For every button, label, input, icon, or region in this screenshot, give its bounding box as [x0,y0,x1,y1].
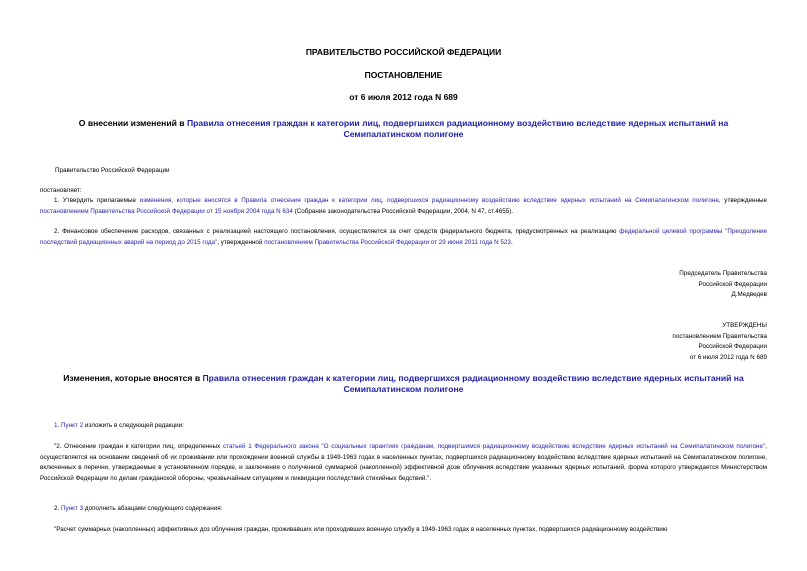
document-title [40,118,767,140]
p2-link-program[interactable]: федеральной целевой программы "Преодоление последствий радиационных аварий на период до 2015 года" [40,228,768,246]
approved-block [672,321,767,363]
government-line: Правительство Российской Федерации [55,167,170,174]
p2-text-b: , утвержденной [217,238,265,246]
approved-line-2: постановлением Правительства [672,332,767,340]
p2-text-c: . [510,238,513,246]
quote-1-text-b: , осуществляется на основании сведений об их проживании или прохождении военной службы в 1949-1963 годах в населенных пунктах, подвергшихся радиационному воздействию вследствие ядерных испытаний на Семипалатинском полигоне, включенных в перечни, утверждаемые в установленном порядке, и заключения о полученной суммарной (накопленной) эффективной дозе облучения вследствие указанных ядерных испытаний, форма которого утверждается Министерством Российской Федерации по делам гражданской обороны, чрезвычайным ситуациям и ликвидации последствий стихийных бедствий.". [40,443,767,482]
quote-1-text-a: "2. Отнесение граждан к категории лиц, определенных [54,443,224,450]
change-2-link[interactable]: Пункт 3 [61,505,84,512]
title-link-rules[interactable]: Правила отнесения граждан к категории лиц, подвергшихся радиационному воздействию вследствие ядерных испытаний на Семипалатинском полигоне [186,118,729,139]
changes-title-link[interactable]: Правила отнесения граждан к категории лиц, подвергшихся радиационному воздействию вследствие ядерных испытаний на Семипалатинском полигоне [202,373,744,394]
quote-2: "Расчет суммарных (накопленных) эффективных доз облучения граждан, проживавших или проходивших военную службу в 1949-1963 годах в населенных пунктах, подвергшихся радиационному воздействию [54,526,668,533]
quote-1 [40,442,767,484]
approved-line-3: Российской Федерации [698,343,767,350]
change-1-text: изложить в следующей редакции: [83,422,184,429]
p2-text-a: 2. Финансовое обеспечение расходов, связанных с реализацией настоящего постановления, осуществляется за счет средств федерального бюджета, предусмотренных на реализацию [54,228,620,235]
change-1 [40,421,767,432]
resolves-line: постановляет: [40,187,82,194]
paragraph-1 [40,196,767,217]
p2-link-resolution[interactable]: постановлением Правительства Российской Федерации от 29 июня 2011 года N 523 [264,238,511,246]
change-2-prefix: 2. [54,505,62,512]
signature-line-3: Д.Медведев [731,291,767,298]
approved-line-1: УТВЕРЖДЕНЫ [722,322,767,329]
change-1-link[interactable]: 1. Пункт 2 [54,422,84,429]
title-prefix: О внесении изменений в [78,118,187,128]
p1-link-changes[interactable]: изменения, которые вносятся в Правила отнесения граждан к категории лиц, подвергшихся радиационному воздействию вследствие ядерных испытаний на Семипалатинском полигоне [139,197,719,204]
doc-type-heading: ПОСТАНОВЛЕНИЕ [364,70,443,80]
signature-line-1: Председатель Правительства [679,270,767,277]
p1-text-c: (Собрание законодательства Российской Федерации, 2004, N 47, ст.4655). [292,207,514,215]
signature-line-2: Российской Федерации [698,280,767,288]
p1-link-resolution[interactable]: постановлением Правительства Российской Федерации от 15 ноября 2004 года N 634 [40,207,293,215]
changes-title-prefix: Изменения, которые вносятся в [63,373,203,383]
p1-text-a: 1. Утвердить прилагаемые [54,197,140,204]
change-2 [40,504,767,515]
signature-block [679,269,767,301]
government-heading: ПРАВИТЕЛЬСТВО РОССИЙСКОЙ ФЕДЕРАЦИИ [305,47,502,57]
quote-1-link-law[interactable]: статьей 1 Федерального закона "О социальных гарантиях гражданам, подвергшимся радиационному воздействию вследствие ядерных испытаний на Семипалатинском полигоне" [223,443,766,450]
date-number-heading: от 6 июля 2012 года N 689 [349,92,458,102]
approved-line-4: от 6 июля 2012 года N 689 [689,353,767,361]
changes-title [40,373,767,395]
change-2-text: дополнить абзацами следующего содержания: [83,505,223,512]
p1-text-b: , утвержденные [718,197,767,204]
paragraph-2 [40,227,767,248]
